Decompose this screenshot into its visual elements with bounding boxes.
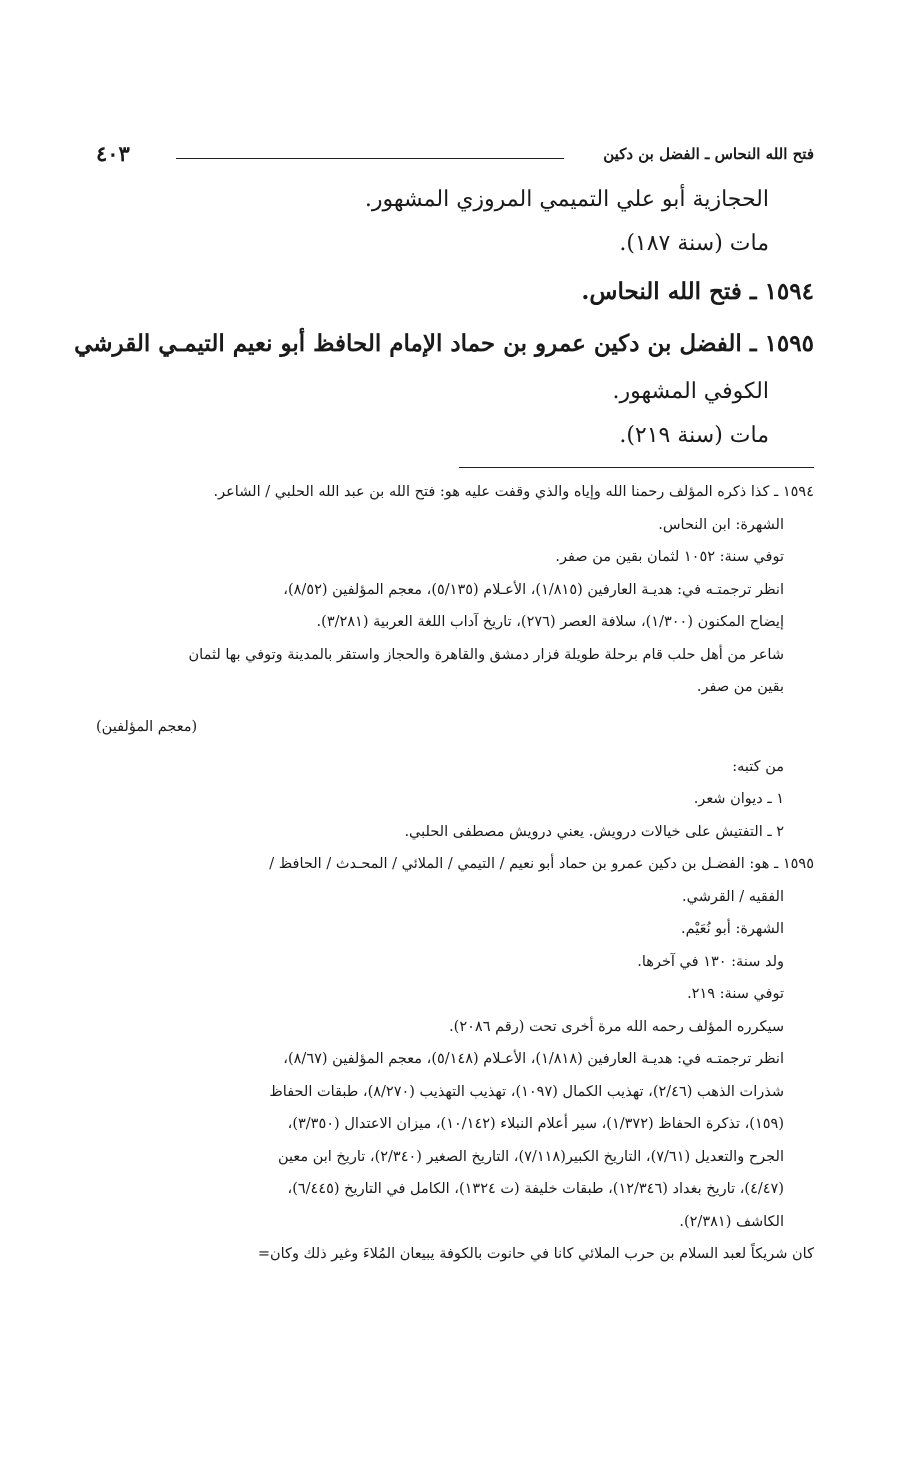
footnote-line: توفي سنة: ١٠٥٢ لثمان بقين من صفر. — [555, 549, 784, 565]
running-title: فتح الله النحاس ـ الفضل بن دكين — [603, 145, 814, 163]
footnote-line: إيضاح المكنون (١/٣٠٠)، سلافة العصر (٢٧٦)، تاريخ آداب اللغة العربية (٣/٢٨١). — [316, 614, 784, 630]
header-rule — [176, 158, 564, 159]
footnote-line: سيكرره المؤلف رحمه الله مرة أخرى تحت (رقم ٢٠٨٦). — [449, 1018, 784, 1035]
footnote-line: ١٥٩٥ ـ هو: الفضـل بن دكين عمرو بن حماد أبو نعيم / التيمي / الملائي / المحـدث / الحافظ / — [269, 856, 814, 872]
footnote-line: انظر ترجمتـه في: هديـة العارفين (١/٨١٨)، الأعـلام (٥/١٤٨)، معجم المؤلفين (٨/٦٧)، — [283, 1051, 784, 1067]
prev-entry-line-2: مات (سنة ١٨٧). — [619, 231, 769, 256]
footnote-line: (١٥٩)، تذكرة الحفاظ (١/٣٧٢)، سير أعلام النبلاء (١٠/١٤٢)، ميزان الاعتدال (٣/٣٥٠)، — [287, 1116, 784, 1132]
footnote-line: شاعر من أهل حلب قام برحلة طويلة فزار دمشق والقاهرة والحجاز واستقر بالمدينة وتوفي بها لثمان — [188, 646, 784, 663]
footnote-separator — [459, 467, 814, 468]
footnote-line: بقين من صفر. — [696, 679, 784, 695]
entry-1595-line-2: الكوفي المشهور. — [612, 379, 769, 404]
entry-1594: ١٥٩٤ ـ فتح الله النحاس. — [581, 278, 814, 305]
entry-1595-line-3: مات (سنة ٢١٩). — [619, 423, 769, 448]
footnote-line: الكاشف (٢/٣٨١). — [679, 1213, 784, 1230]
footnote-line: كان شريكاً لعبد السلام بن حرب الملائي كانا في حانوت بالكوفة يبيعان المُلاءَ وغير ذلك وكان= — [257, 1246, 814, 1262]
footnote-source: (معجم المؤلفين) — [96, 718, 198, 735]
footnote-line: الشهرة: أبو نُعَيْم. — [681, 921, 784, 937]
footnote-line: توفي سنة: ٢١٩. — [687, 986, 784, 1002]
footnote-line: ٢ ـ التفتيش على خيالات درويش. يعني درويش مصطفى الحلبي. — [404, 823, 784, 840]
main-text — [74, 178, 814, 458]
footnotes — [96, 476, 814, 1271]
footnote-line: شذرات الذهب (٢/٤٦)، تهذيب الكمال (١٠٩٧)، تهذيب التهذيب (٨/٢٧٠)، طبقات الحفاظ — [269, 1083, 784, 1100]
entry-1595-line-1: ١٥٩٥ ـ الفضل بن دكين عمرو بن حماد الإمام الحافظ أبو نعيم التيمـي القرشي — [74, 330, 814, 357]
footnote-line: الشهرة: ابن النحاس. — [658, 516, 784, 533]
footnote-line: انظر ترجمتـه في: هديـة العارفين (١/٨١٥)، الأعـلام (٥/١٣٥)، معجم المؤلفين (٨/٥٢)، — [283, 581, 784, 598]
prev-entry-line-1: الحجازية أبو علي التميمي المروزي المشهور. — [364, 187, 769, 212]
footnote-line: ولد سنة: ١٣٠ في آخرها. — [637, 953, 784, 970]
footnote-line: الجرح والتعديل (٧/٦١)، التاريخ الكبير(٧/١١٨)، التاريخ الصغير (٢/٣٤٠)، تاريخ ابن معين — [277, 1148, 784, 1165]
footnote-line: (٤/٤٧)، تاريخ بغداد (١٢/٣٤٦)، طبقات خليفة (ت ١٣٢٤)، الكامل في التاريخ (٦/٤٤٥)، — [287, 1181, 784, 1197]
running-header — [96, 141, 814, 171]
page-number: ٤٠٣ — [96, 141, 130, 166]
footnote-line: ١ ـ ديوان شعر. — [693, 791, 784, 807]
footnote-line: الفقيه / القرشي. — [682, 888, 784, 905]
footnote-line: ١٥٩٤ ـ كذا ذكره المؤلف رحمنا الله وإياه والذي وقفت عليه هو: فتح الله بن عبد الله الحلبي / الشاعر. — [213, 484, 814, 500]
footnote-line: من كتبه: — [732, 758, 784, 775]
